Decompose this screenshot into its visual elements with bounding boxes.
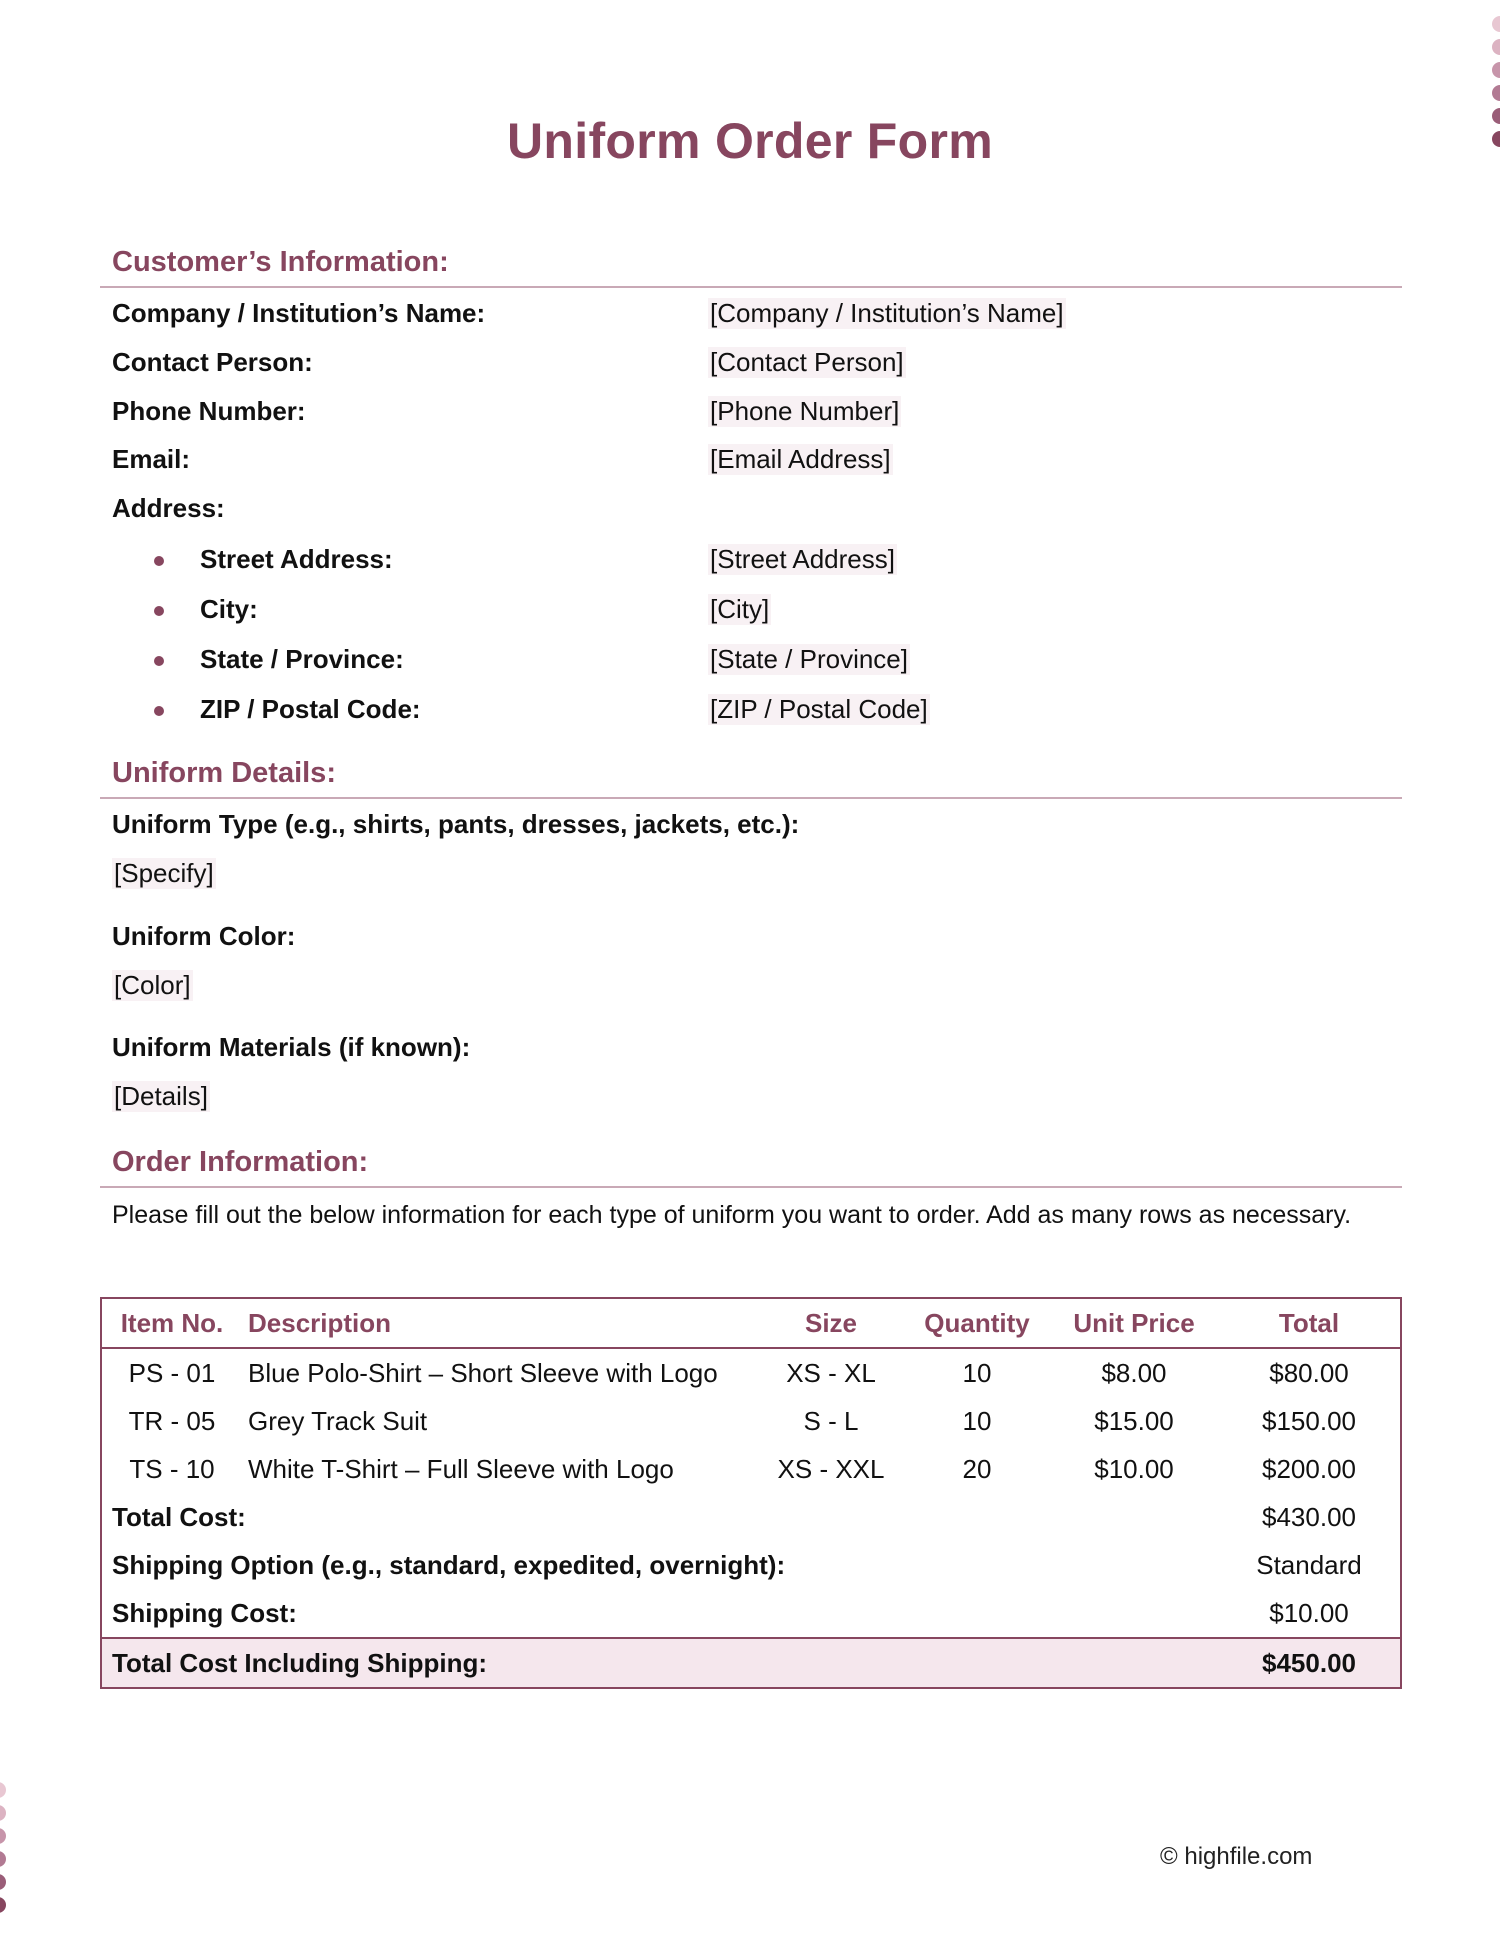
col-size: Size <box>758 1299 904 1348</box>
address-label: Address: <box>112 493 225 523</box>
total-cost-value: $430.00 <box>1262 1501 1356 1532</box>
decor-dot <box>1492 85 1500 101</box>
size-cell[interactable]: S - L <box>803 1405 859 1436</box>
decorative-dots-bottom-left <box>0 1782 6 1913</box>
copyright-footer: © highfile.com <box>1160 1843 1313 1870</box>
city-label: City: <box>200 594 258 624</box>
decor-dot <box>0 1828 6 1844</box>
grand-total-row <box>102 1638 1400 1687</box>
total-cost-label: Total Cost: <box>112 1501 246 1532</box>
decor-dot <box>0 1805 6 1821</box>
phone-number-label: Phone Number: <box>112 396 306 426</box>
total-cost-row <box>102 1493 1400 1541</box>
shipping-cost-label: Shipping Cost: <box>112 1597 297 1628</box>
email-row <box>112 444 1402 484</box>
grand-total-label: Total Cost Including Shipping: <box>102 1638 1218 1687</box>
decor-dot <box>0 1782 6 1798</box>
order-table <box>100 1297 1402 1689</box>
grand-total-value: $450.00 <box>1218 1638 1400 1687</box>
phone-number-field[interactable]: [Phone Number] <box>710 396 900 426</box>
unit-price-cell[interactable]: $15.00 <box>1094 1405 1174 1436</box>
uniform-materials-field[interactable]: [Details] <box>114 1081 208 1111</box>
decor-dot <box>0 1851 6 1867</box>
quantity-cell[interactable]: 20 <box>962 1453 992 1484</box>
order-instructions: Please fill out the below information for each type of uniform you want to order. Add as many rows as necessary. <box>112 1201 1352 1229</box>
zip-code-field[interactable]: [ZIP / Postal Code] <box>710 694 928 724</box>
decor-dot <box>0 1897 6 1913</box>
description-cell[interactable]: Grey Track Suit <box>248 1405 428 1436</box>
customer-info-heading: Customer’s Information: <box>100 246 1402 288</box>
uniform-color-label: Uniform Color: <box>112 921 296 951</box>
table-row <box>102 1397 1400 1445</box>
uniform-color-field[interactable]: [Color] <box>114 970 191 1000</box>
shipping-option-label: Shipping Option (e.g., standard, expedited, overnight): <box>112 1549 786 1580</box>
order-info-heading: Order Information: <box>100 1146 1402 1188</box>
company-name-field[interactable]: [Company / Institution’s Name] <box>710 298 1064 328</box>
street-address-row <box>112 544 1402 584</box>
description-cell[interactable]: Blue Polo-Shirt – Short Sleeve with Logo <box>248 1357 718 1388</box>
phone-number-row <box>112 396 1402 436</box>
item-no-cell[interactable]: TR - 05 <box>128 1405 216 1436</box>
company-name-label: Company / Institution’s Name: <box>112 298 486 328</box>
state-province-field[interactable]: [State / Province] <box>710 644 908 674</box>
col-unit-price: Unit Price <box>1050 1299 1218 1348</box>
bullet-icon <box>154 606 164 616</box>
decor-dot <box>1492 16 1500 32</box>
item-no-cell[interactable]: PS - 01 <box>128 1357 216 1388</box>
col-item-no: Item No. <box>102 1299 242 1348</box>
shipping-cost-value: $10.00 <box>1269 1597 1349 1628</box>
col-description: Description <box>242 1299 758 1348</box>
city-field[interactable]: [City] <box>710 594 770 624</box>
street-address-label: Street Address: <box>200 544 393 574</box>
table-header-row <box>102 1299 1400 1348</box>
unit-price-cell[interactable]: $8.00 <box>1101 1357 1167 1388</box>
email-label: Email: <box>112 444 191 474</box>
size-cell[interactable]: XS - XL <box>786 1357 876 1388</box>
bullet-icon <box>154 556 164 566</box>
email-field[interactable]: [Email Address] <box>710 444 891 474</box>
decor-dot <box>1492 62 1500 78</box>
shipping-option-row <box>102 1541 1400 1589</box>
contact-person-field[interactable]: [Contact Person] <box>710 347 904 377</box>
shipping-cost-row <box>102 1589 1400 1638</box>
total-cell: $200.00 <box>1262 1453 1356 1484</box>
decor-dot <box>1492 39 1500 55</box>
street-address-field[interactable]: [Street Address] <box>710 544 895 574</box>
col-total: Total <box>1218 1299 1400 1348</box>
unit-price-cell[interactable]: $10.00 <box>1094 1453 1174 1484</box>
quantity-cell[interactable]: 10 <box>962 1405 992 1436</box>
address-row <box>112 493 1402 533</box>
quantity-cell[interactable]: 10 <box>962 1357 992 1388</box>
item-no-cell[interactable]: TS - 10 <box>129 1453 215 1484</box>
total-cell: $80.00 <box>1269 1357 1349 1388</box>
state-province-label: State / Province: <box>200 644 404 674</box>
state-province-row <box>112 644 1402 684</box>
city-row <box>112 594 1402 634</box>
zip-code-label: ZIP / Postal Code: <box>200 694 421 724</box>
uniform-type-field[interactable]: [Specify] <box>114 858 214 888</box>
shipping-option-value[interactable]: Standard <box>1256 1549 1362 1580</box>
contact-person-label: Contact Person: <box>112 347 313 377</box>
uniform-materials-label: Uniform Materials (if known): <box>112 1032 471 1062</box>
company-name-row <box>112 298 1402 338</box>
col-quantity: Quantity <box>904 1299 1050 1348</box>
size-cell[interactable]: XS - XXL <box>777 1453 885 1484</box>
description-cell[interactable]: White T-Shirt – Full Sleeve with Logo <box>248 1453 674 1484</box>
bullet-icon <box>154 706 164 716</box>
page-title: Uniform Order Form <box>507 113 993 169</box>
total-cell: $150.00 <box>1262 1405 1356 1436</box>
decor-dot <box>0 1874 6 1890</box>
zip-code-row <box>112 694 1402 734</box>
table-row <box>102 1445 1400 1493</box>
uniform-type-label: Uniform Type (e.g., shirts, pants, dresses, jackets, etc.): <box>112 809 800 839</box>
table-row <box>102 1348 1400 1397</box>
contact-person-row <box>112 347 1402 387</box>
bullet-icon <box>154 656 164 666</box>
uniform-details-heading: Uniform Details: <box>100 757 1402 799</box>
